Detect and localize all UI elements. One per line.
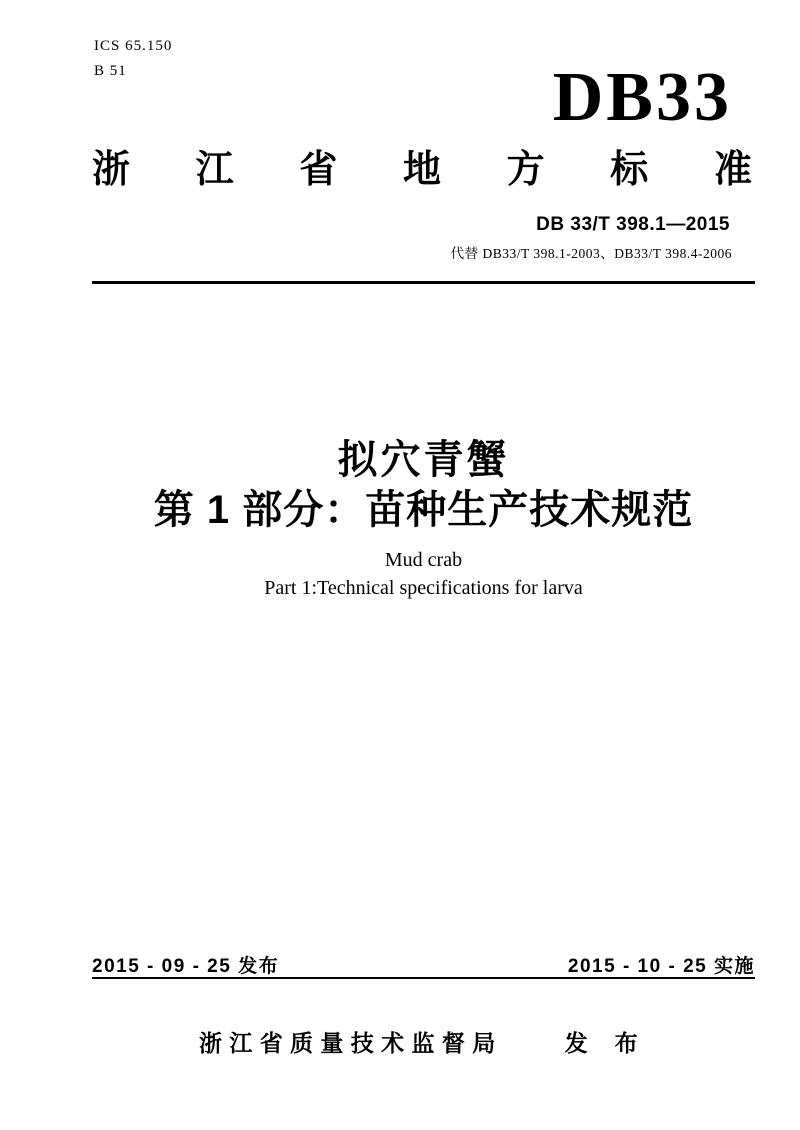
ics-code: ICS 65.150 [94, 38, 173, 54]
publish-label: 发 布 [564, 1030, 649, 1056]
standard-type-char: 省 [299, 149, 338, 191]
title-chinese-line2: 第 1 部分：苗种生产技术规范 [153, 488, 694, 532]
doc-class-code: B 51 [94, 63, 127, 79]
standard-type-char: 江 [195, 149, 234, 191]
db33-logo: DB33 [552, 59, 732, 136]
ics-block [94, 34, 172, 84]
standard-number: DB 33/T 398.1—2015 [536, 214, 730, 235]
title-english-line2: Part 1:Technical specifications for larva [264, 577, 583, 599]
standard-type-title [92, 146, 752, 194]
header-divider [92, 281, 755, 284]
publisher-row [92, 1025, 755, 1058]
standard-type-char: 准 [713, 149, 752, 191]
replaces-note: 代替 DB33/T 398.1-2003、DB33/T 398.4-2006 [450, 246, 732, 261]
standard-type-char: 方 [506, 149, 545, 191]
title-english-line1: Mud crab [384, 549, 463, 571]
footer-divider [92, 977, 755, 979]
title-chinese-line1: 拟穴青蟹 [337, 438, 510, 482]
standard-type-char: 标 [610, 149, 649, 191]
publisher-name: 浙江省质量技术监督局 [198, 1030, 503, 1056]
standard-type-char: 浙 [92, 149, 131, 191]
implementation-date: 2015 - 10 - 25 实施 [567, 956, 755, 977]
date-row [92, 951, 755, 978]
standard-type-char: 地 [402, 149, 441, 191]
issue-date: 2015 - 09 - 25 发布 [92, 956, 280, 977]
